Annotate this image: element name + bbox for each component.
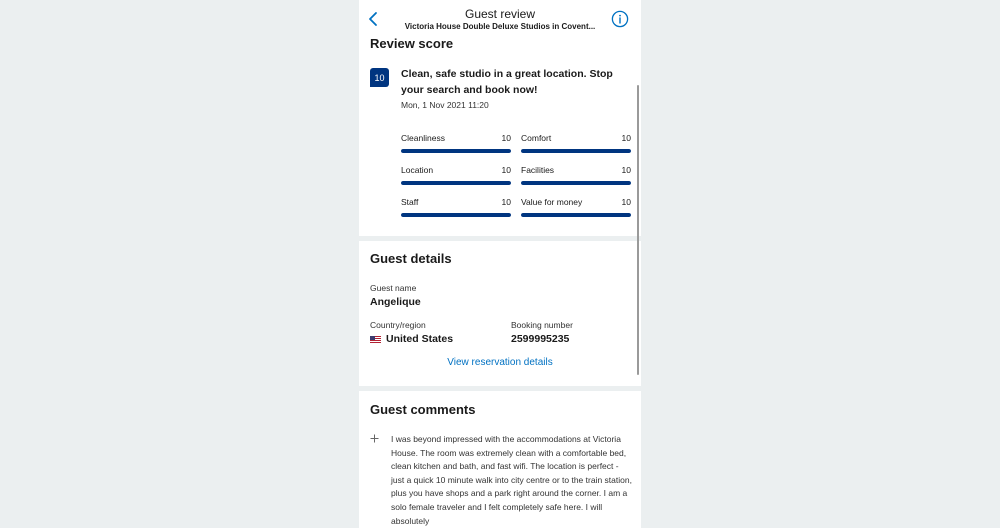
guest-details-heading: Guest details <box>370 251 452 266</box>
category-bar <box>521 181 631 185</box>
guest-details-section <box>359 241 641 386</box>
scrollbar[interactable] <box>637 85 639 375</box>
info-button[interactable] <box>611 10 629 28</box>
guest-review-screen <box>359 0 641 528</box>
view-reservation-details-link[interactable]: View reservation details <box>447 357 553 368</box>
category-bar-fill <box>521 181 631 185</box>
review-date: Mon, 1 Nov 2021 11:20 <box>401 100 489 110</box>
page-title: Guest review <box>464 7 536 21</box>
category-bar <box>401 181 511 185</box>
guest-comment-text: I was beyond impressed with the accommodations at Victoria House. The room was extremely clean with a comfortable bed, clean kitchen and bath, and fast wifi. The location is perfect - just a quick 10 minute walk into city centre or to the train station, plus you have shops and a park right around the corner. I am a solo female traveler and I felt completely safe here. I will absolutely <box>391 434 632 526</box>
category-bar <box>521 149 631 153</box>
booking-number-label: Booking number <box>511 320 573 330</box>
chevron-left-icon <box>366 10 380 28</box>
category-score: 10 <box>501 165 511 175</box>
category-score: 10 <box>621 197 631 207</box>
category-score: 10 <box>621 133 631 143</box>
category-bar-fill <box>401 213 511 217</box>
category-bar-fill <box>521 149 631 153</box>
category-comfort <box>521 133 631 157</box>
category-cleanliness <box>401 133 511 157</box>
category-score: 10 <box>501 133 511 143</box>
category-score: 10 <box>501 197 511 207</box>
category-name: Facilities <box>521 165 555 175</box>
header-bar <box>359 0 641 34</box>
category-bar <box>401 213 511 217</box>
category-name: Value for money <box>521 197 583 207</box>
us-flag-icon <box>370 336 381 343</box>
review-title: Clean, safe studio in a great location. Stop your search and book now! <box>401 68 613 96</box>
info-circle-icon <box>611 10 629 28</box>
category-bar <box>521 213 631 217</box>
country-value: United States <box>386 333 454 345</box>
category-bar-fill <box>521 213 631 217</box>
guest-name-label: Guest name <box>370 283 417 293</box>
category-location <box>401 165 511 189</box>
guest-name-value: Angelique <box>370 296 421 308</box>
booking-number-value: 2599995235 <box>511 333 570 345</box>
plus-icon[interactable] <box>370 434 379 443</box>
category-bar-fill <box>401 181 511 185</box>
category-name: Location <box>401 165 434 175</box>
category-bar <box>401 149 511 153</box>
review-score-heading: Review score <box>370 36 454 51</box>
category-staff <box>401 197 511 221</box>
category-name: Cleanliness <box>401 133 445 143</box>
category-value-for-money <box>521 197 631 221</box>
category-score: 10 <box>621 165 631 175</box>
category-bar-fill <box>401 149 511 153</box>
back-button[interactable] <box>366 10 380 28</box>
guest-comments-section <box>359 391 641 528</box>
country-label: Country/region <box>370 320 426 330</box>
category-name: Comfort <box>521 133 552 143</box>
category-facilities <box>521 165 631 189</box>
score-badge: 10 <box>370 68 389 87</box>
category-name: Staff <box>401 197 419 207</box>
guest-comments-heading: Guest comments <box>370 402 476 417</box>
review-score-section <box>359 34 641 236</box>
property-name: Victoria House Double Deluxe Studios in Covent... <box>404 22 596 31</box>
